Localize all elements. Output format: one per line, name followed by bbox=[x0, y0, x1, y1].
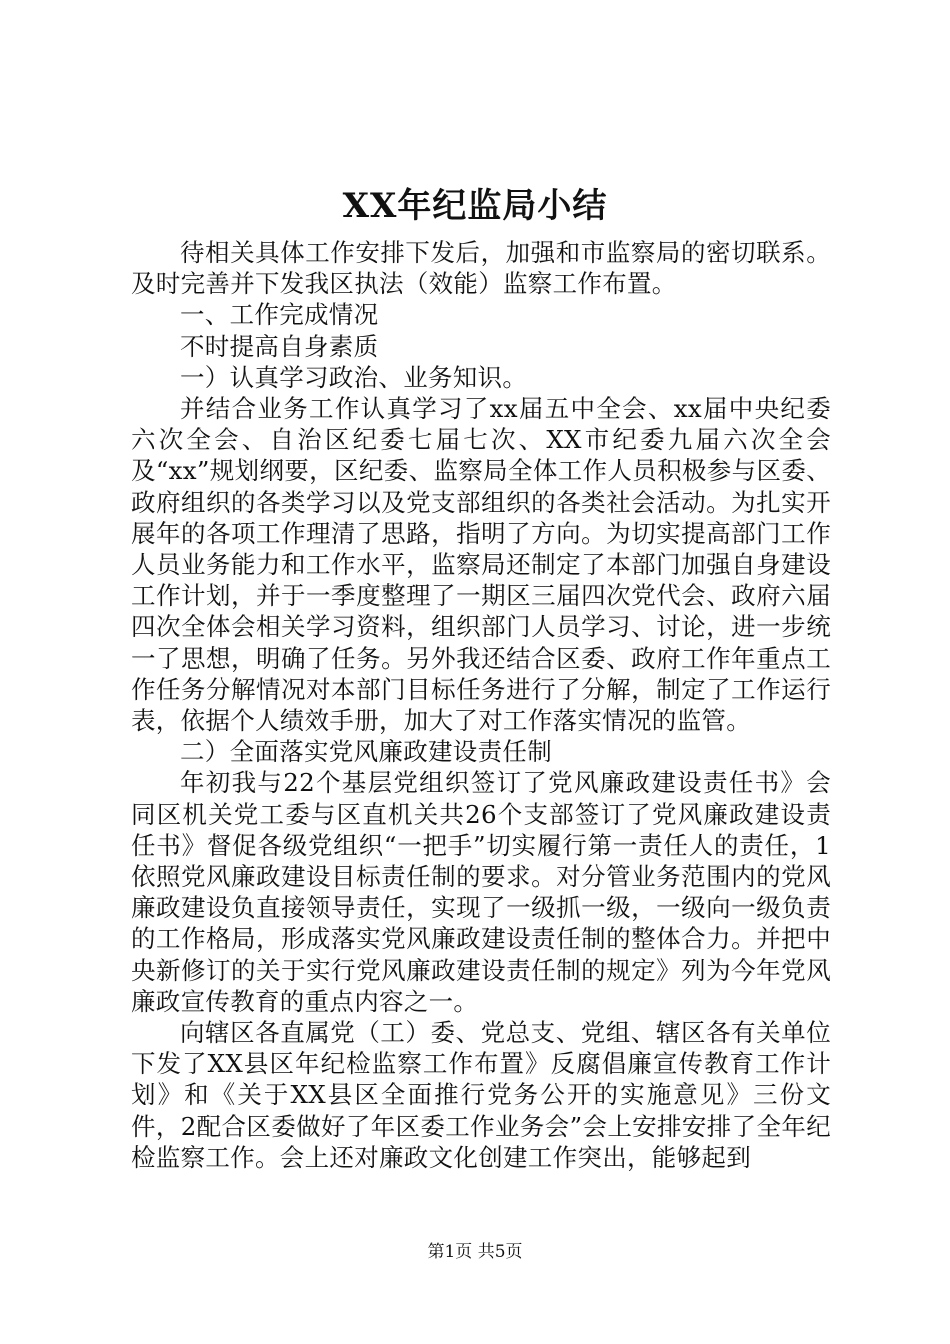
document-title: XX年纪监局小结 bbox=[342, 186, 608, 226]
subsection-heading: 一）认真学习政治、业务知识。 bbox=[180, 362, 528, 392]
paragraph: 向辖区各直属党（工）委、党总支、党组、辖区各有关单位下发了XX县区年纪检监察工作布置》反腐倡廉宣传教育工作计划》和《关于XX县区全面推行党务公开的实施意见》三份文件，2配合区委做好了年区委工作业务会”会上安排安排了全年纪检监察工作。会上还对廉政文化创建工作突出，能够起到 bbox=[131, 1018, 831, 1172]
subsection-heading: 二）全面落实党风廉政建设责任制 bbox=[180, 737, 552, 767]
section-heading: 一、工作完成情况 bbox=[180, 300, 379, 330]
document-body bbox=[131, 237, 831, 1173]
page-number-footer: 第1页 共5页 bbox=[427, 1242, 523, 1262]
paragraph: 待相关具体工作安排下发后，加强和市监察局的密切联系。及时完善并下发我区执法（效能）监察工作布置。 bbox=[131, 238, 831, 299]
paragraph: 年初我与22个基层党组织签订了党风廉政建设责任书》会同区机关党工委与区直机关共26个支部签订了党风廉政建设责任书》督促各级党组织“一把手”切实履行第一责任人的责任，1依照党风廉政建设目标责任制的要求。对分管业务范围内的党风廉政建设负直接领导责任，实现了一级抓一级，一级向一级负责的工作格局，形成落实党风廉政建设责任制的整体合力。并把中央新修订的关于实行党风廉政建设责任制的规定》列为今年党风廉政宣传教育的重点内容之一。 bbox=[131, 768, 831, 1016]
paragraph: 并结合业务工作认真学习了xx届五中全会、xx届中央纪委六次全会、自治区纪委七届七次、XX市纪委九届六次全会及“xx”规划纲要，区纪委、监察局全体工作人员积极参与区委、政府组织的各类学习以及党支部组织的各类社会活动。为扎实开展年的各项工作理清了思路，指明了方向。为切实提高部门工作人员业务能力和工作水平，监察局还制定了本部门加强自身建设工作计划，并于一季度整理了一期区三届四次党代会、政府六届四次全体会相关学习资料，组织部门人员学习、讨论，进一步统一了思想，明确了任务。另外我还结合区委、政府工作年重点工作任务分解情况对本部门目标任务进行了分解，制定了工作运行表，依据个人绩效手册，加大了对工作落实情况的监管。 bbox=[131, 394, 831, 736]
subsection-heading: 不时提高自身素质 bbox=[180, 331, 379, 361]
